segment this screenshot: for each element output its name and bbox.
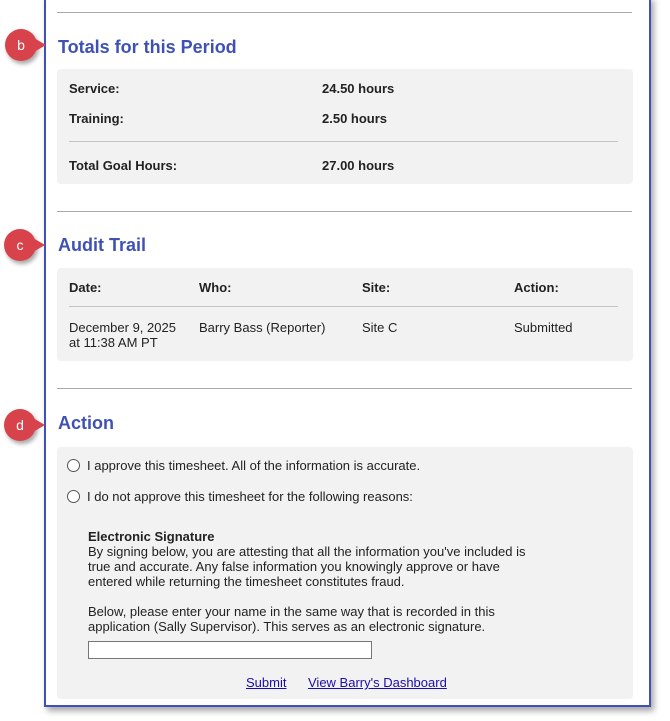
callout-marker-d: d [4, 409, 36, 441]
audit-date-line2: at 11:38 AM PT [69, 335, 158, 350]
audit-site: Site C [362, 320, 398, 335]
action-title: Action [58, 413, 114, 433]
signature-input[interactable] [88, 641, 372, 659]
view-dashboard-link[interactable]: View Barry's Dashboard [308, 675, 447, 690]
reject-radio[interactable] [67, 490, 80, 503]
service-label: Service: [69, 81, 120, 96]
signature-instructions: Below, please enter your name in the same way that is recorded in this application (Sally Supervisor). This serves as an electronic signature. [88, 604, 495, 634]
section-divider [57, 211, 632, 212]
section-divider [57, 12, 632, 13]
audit-panel [57, 268, 633, 361]
training-value: 2.50 hours [322, 111, 388, 126]
reject-option[interactable] [67, 489, 413, 504]
audit-header-site: Site: [362, 280, 391, 295]
audit-header-date: Date: [69, 280, 102, 295]
total-goal-value: 27.00 hours [322, 158, 395, 173]
audit-action: Submitted [514, 320, 573, 335]
audit-header-action: Action: [514, 280, 559, 295]
totals-rule [69, 141, 618, 142]
totals-title: Totals for this Period [58, 37, 237, 57]
reject-label[interactable]: I do not approve this timesheet for the following reasons: [87, 489, 413, 504]
callout-marker-b: b [5, 29, 37, 61]
approve-label[interactable]: I approve this timesheet. All of the information is accurate. [87, 458, 421, 473]
totals-panel [57, 69, 633, 184]
training-label: Training: [69, 111, 124, 126]
section-divider [57, 388, 632, 389]
approve-option[interactable] [67, 458, 420, 473]
submit-link[interactable]: Submit [246, 675, 287, 690]
audit-trail-title: Audit Trail [58, 235, 147, 255]
signature-disclaimer: By signing below, you are attesting that all the information you've included is true and accurate. Any false information you knowingly approve or have entered while returning the timesheet constitutes fraud. [88, 544, 526, 589]
approve-radio[interactable] [67, 459, 80, 472]
service-value: 24.50 hours [322, 81, 395, 96]
signature-title: Electronic Signature [88, 529, 215, 544]
action-panel [57, 447, 633, 699]
audit-date-line1: December 9, 2025 [69, 320, 176, 335]
audit-who: Barry Bass (Reporter) [199, 320, 326, 335]
audit-rule [69, 306, 618, 307]
total-goal-label: Total Goal Hours: [69, 158, 178, 173]
audit-header-who: Who: [199, 280, 232, 295]
callout-marker-c: c [4, 229, 36, 261]
